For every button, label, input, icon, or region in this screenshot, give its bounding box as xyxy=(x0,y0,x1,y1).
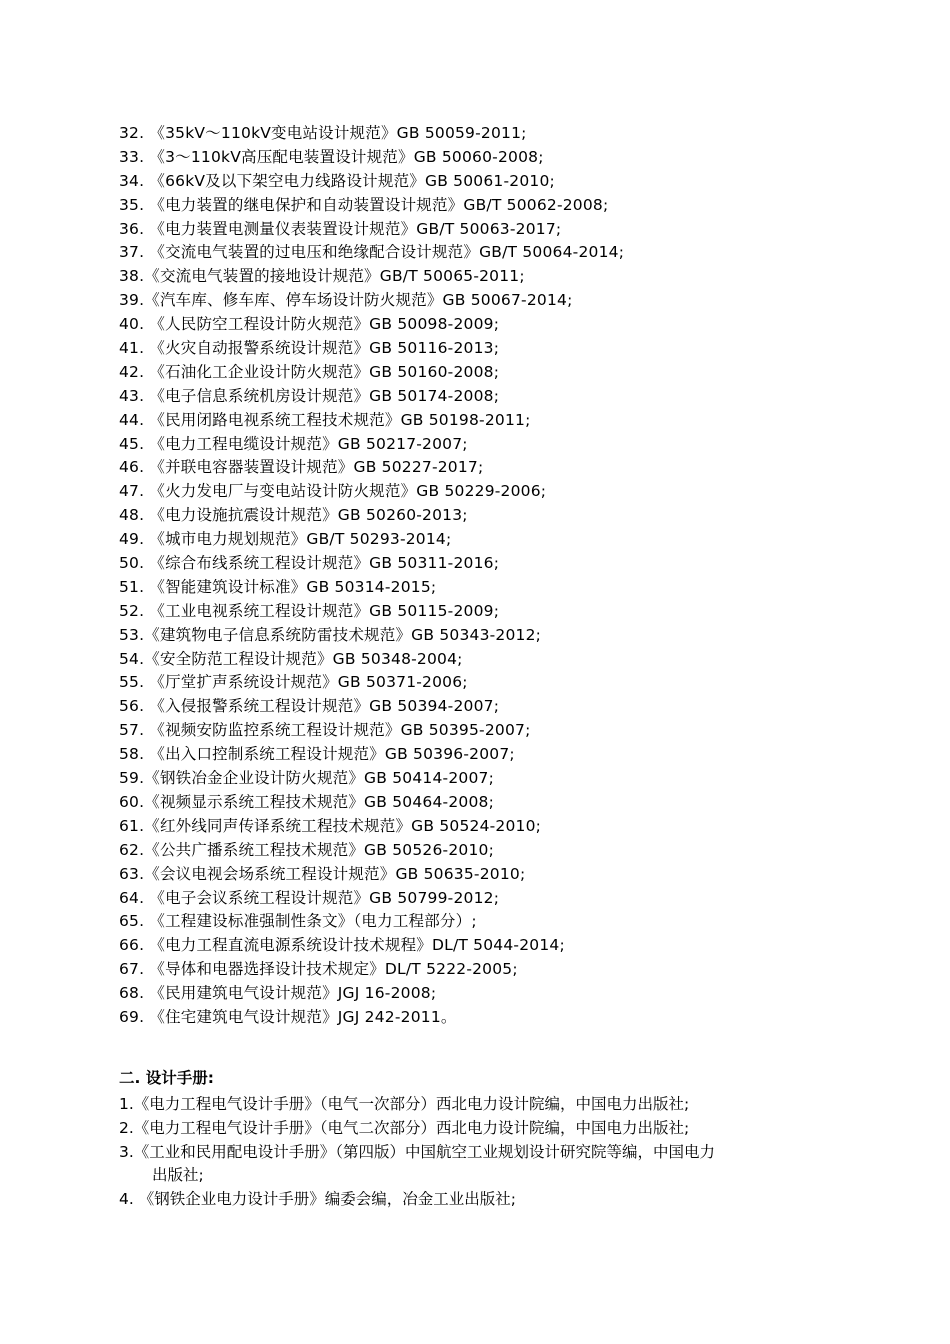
list-item: 47. 《火力发电厂与变电站设计防火规范》GB 50229-2006; xyxy=(119,482,547,501)
list-item: 49. 《城市电力规划规范》GB/T 50293-2014; xyxy=(119,530,452,549)
list-item: 56. 《入侵报警系统工程设计规范》GB 50394-2007; xyxy=(119,697,500,716)
list-item-continuation: 出版社; xyxy=(152,1166,204,1185)
list-item: 35. 《电力装置的继电保护和自动装置设计规范》GB/T 50062-2008; xyxy=(119,195,609,214)
list-item: 62.《公共广播系统工程技术规范》GB 50526-2010; xyxy=(119,840,494,859)
list-item: 34. 《66kV及以下架空电力线路设计规范》GB 50061-2010; xyxy=(119,171,555,190)
list-item: 69. 《住宅建筑电气设计规范》JGJ 242-2011。 xyxy=(119,1007,457,1026)
list-item: 66. 《电力工程直流电源系统设计技术规程》DL/T 5044-2014; xyxy=(119,936,565,955)
list-item xyxy=(119,1093,839,1117)
list-item xyxy=(119,1117,839,1141)
list-item: 63.《会议电视会场系统工程设计规范》GB 50635-2010; xyxy=(119,864,526,883)
list-item xyxy=(119,1141,839,1189)
list-item-text: 2.《电力工程电气设计手册》（电气二次部分）西北电力设计院编，中国电力出版社; xyxy=(119,1118,690,1137)
list-item: 44. 《民用闭路电视系统工程技术规范》GB 50198-2011; xyxy=(119,410,531,429)
list-item: 64. 《电子会议系统工程设计规范》GB 50799-2012; xyxy=(119,888,500,907)
list-item: 53.《建筑物电子信息系统防雷技术规范》GB 50343-2012; xyxy=(119,625,542,644)
list-item: 48. 《电力设施抗震设计规范》GB 50260-2013; xyxy=(119,506,468,525)
list-item: 46. 《并联电容器装置设计规范》GB 50227-2017; xyxy=(119,458,484,477)
list-item: 37. 《交流电气装置的过电压和绝缘配合设计规范》GB/T 50064-2014; xyxy=(119,243,625,262)
list-item: 58. 《出入口控制系统工程设计规范》GB 50396-2007; xyxy=(119,745,515,764)
list-item: 60.《视频显示系统工程技术规范》GB 50464-2008; xyxy=(119,792,494,811)
list-item: 51. 《智能建筑设计标准》GB 50314-2015; xyxy=(119,577,437,596)
list-item: 59.《钢铁冶金企业设计防火规范》GB 50414-2007; xyxy=(119,769,494,788)
list-item: 50. 《综合布线系统工程设计规范》GB 50311-2016; xyxy=(119,554,500,573)
list-item: 43. 《电子信息系统机房设计规范》GB 50174-2008; xyxy=(119,386,500,405)
list-item: 67. 《导体和电器选择设计技术规定》DL/T 5222-2005; xyxy=(119,960,518,979)
list-item: 54.《安全防范工程设计规范》GB 50348-2004; xyxy=(119,649,463,668)
list-item: 32. 《35kV～110kV变电站设计规范》GB 50059-2011; xyxy=(119,124,527,142)
list-item-text: 3.《工业和民用配电设计手册》（第四版）中国航空工业规划设计研究院等编，中国电力 xyxy=(119,1142,716,1161)
list-item: 39.《汽车库、修车库、停车场设计防火规范》GB 50067-2014; xyxy=(119,291,573,310)
list-item: 36. 《电力装置电测量仪表装置设计规范》GB/T 50063-2017; xyxy=(119,219,562,238)
list-item: 45. 《电力工程电缆设计规范》GB 50217-2007; xyxy=(119,434,468,453)
list-item: 42. 《石油化工企业设计防火规范》GB 50160-2008; xyxy=(119,362,500,381)
list-item: 68. 《民用建筑电气设计规范》JGJ 16-2008; xyxy=(119,984,437,1003)
list-item-text: 4. 《钢铁企业电力设计手册》编委会编，冶金工业出版社; xyxy=(119,1190,516,1209)
list-item: 52. 《工业电视系统工程设计规范》GB 50115-2009; xyxy=(119,601,500,620)
list-item: 33. 《3～110kV高压配电装置设计规范》GB 50060-2008; xyxy=(119,147,544,166)
list-item: 55. 《厅堂扩声系统设计规范》GB 50371-2006; xyxy=(119,673,468,692)
standards-list xyxy=(119,122,919,1030)
list-item: 38.《交流电气装置的接地设计规范》GB/T 50065-2011; xyxy=(119,267,525,286)
list-item-text: 1.《电力工程电气设计手册》（电气一次部分）西北电力设计院编，中国电力出版社; xyxy=(119,1095,690,1113)
manuals-list xyxy=(119,1093,839,1212)
list-item: 57. 《视频安防监控系统工程设计规范》GB 50395-2007; xyxy=(119,721,531,740)
list-item: 61.《红外线同声传译系统工程技术规范》GB 50524-2010; xyxy=(119,816,542,835)
list-item xyxy=(119,1188,839,1212)
list-item: 41. 《火灾自动报警系统设计规范》GB 50116-2013; xyxy=(119,339,500,358)
list-item: 40. 《人民防空工程设计防火规范》GB 50098-2009; xyxy=(119,315,500,334)
list-item: 65. 《工程建设标准强制性条文》（电力工程部分）; xyxy=(119,912,477,931)
section-heading: 二. 设计手册: xyxy=(119,1069,214,1087)
